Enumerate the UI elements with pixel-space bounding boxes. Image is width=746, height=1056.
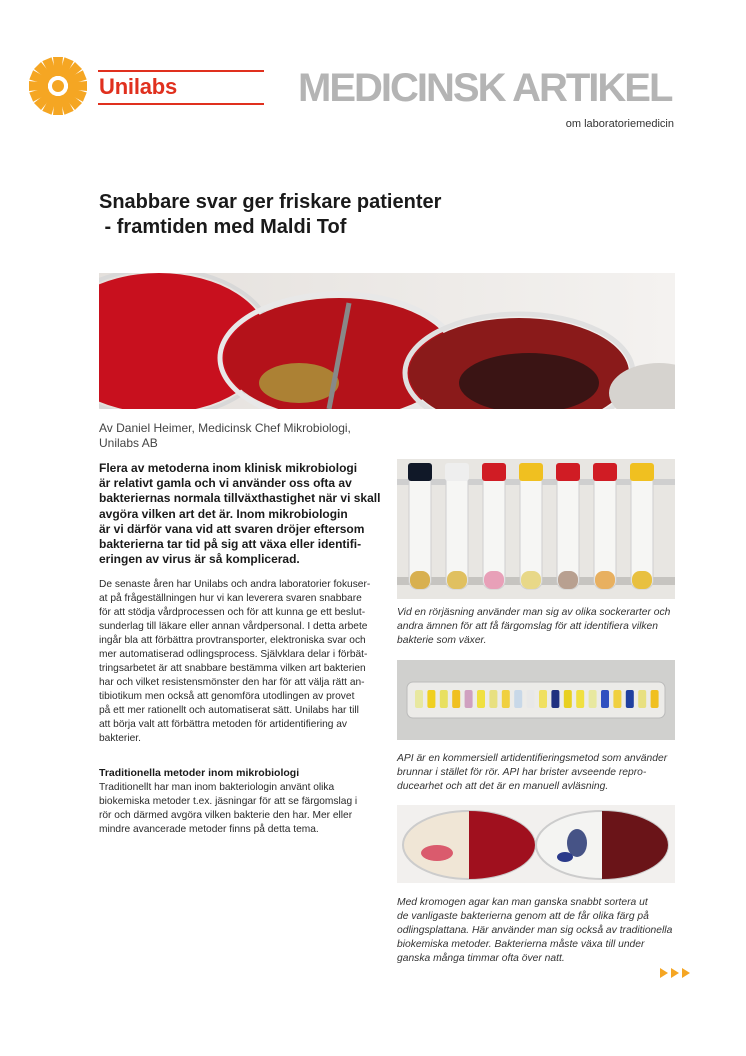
lead-line: bakteriernas normala tillväxthastighet när vi skall bbox=[99, 491, 381, 506]
brand-rule-top bbox=[98, 70, 264, 72]
chromogenic-agar-photo bbox=[397, 805, 675, 883]
headline-line: - framtiden med Maldi Tof bbox=[99, 216, 347, 238]
article-lead bbox=[99, 461, 384, 567]
body-line: mer automatiserad odlingsprocess. Självklara delar i förbät- bbox=[99, 649, 368, 660]
body-line: tringsarbetet är att snabbare bestämma vilken art bakterien bbox=[99, 663, 366, 674]
lead-line: är vi därför vana vid att svaren dröjer eftersom bbox=[99, 521, 365, 536]
arrow-right-icon bbox=[660, 968, 668, 978]
caption-line: andra ämnen för att få färgomslag för att identifiera vilken bbox=[397, 621, 658, 632]
caption-line: Vid en rörjäsning använder man sig av olika sockerarter och bbox=[397, 607, 671, 618]
body-line: Traditionellt har man inom bakteriologin använt olika bbox=[99, 782, 335, 793]
caption-line: API är en kommersiell artidentifieringsmetod som använder bbox=[397, 753, 668, 764]
lead-line: är relativt gamla och vi använder oss ofta av bbox=[99, 476, 352, 491]
caption-line: de vanligaste bakterierna genom att de får olika färg på bbox=[397, 911, 649, 922]
body-line: att börja valt att förbättra metoden för artidentifiering av bbox=[99, 719, 348, 730]
headline-line: Snabbare svar ger friskare patienter bbox=[99, 191, 442, 213]
masthead-title: MEDICINSK ARTIKEL bbox=[298, 66, 672, 110]
body-line: ingår bla att förbättra provtransporter, elektroniska svar och bbox=[99, 635, 366, 646]
continue-arrows-icon[interactable] bbox=[660, 968, 690, 978]
lead-line: Flera av metoderna inom klinisk mikrobiologi bbox=[99, 461, 358, 475]
body-line: bakterier. bbox=[99, 733, 141, 744]
article-body-section bbox=[99, 781, 384, 837]
lead-line: bakterierna tar tid på sig att växa eller identifi- bbox=[99, 537, 362, 552]
api-strip-photo bbox=[397, 660, 675, 740]
body-line: sunderlag till läkare eller annan vårdpersonal. I detta arbete bbox=[99, 621, 368, 632]
fermentation-tubes-photo bbox=[397, 459, 675, 599]
body-line: på ett mer rationellt och automatiserat sätt. Unilabs har till bbox=[99, 705, 359, 716]
caption-line: brunnar i stället för rör. API har brister avseende repro- bbox=[397, 767, 647, 778]
byline-line: Av Daniel Heimer, Medicinsk Chef Mikrobiologi, bbox=[99, 421, 351, 435]
article-headline bbox=[99, 190, 559, 240]
arrow-right-icon bbox=[682, 968, 690, 978]
unilabs-sun-logo-icon bbox=[26, 54, 90, 118]
caption-tubes bbox=[397, 606, 677, 648]
masthead-subtitle: om laboratoriemedicin bbox=[565, 118, 674, 130]
hero-petri-dishes-image bbox=[99, 273, 675, 409]
body-line: för att stödja vårdprocessen och för att kunna ge ett beslut- bbox=[99, 607, 366, 618]
caption-agar bbox=[397, 896, 677, 966]
lead-line: avgöra vilken art det är. Inom mikrobiologin bbox=[99, 506, 348, 521]
body-line: mindre avancerade metoder finns på detta tema. bbox=[99, 824, 319, 835]
body-line: rör och därmed avgöra vilken bakterie den har. Mer eller bbox=[99, 810, 353, 821]
arrow-right-icon bbox=[671, 968, 679, 978]
caption-line: ducearhet och att det är en manuell avläsning. bbox=[397, 781, 609, 792]
body-line: at på frågeställningen hur vi kan leverera svaren snabbare bbox=[99, 593, 362, 604]
caption-api bbox=[397, 752, 677, 794]
article-body bbox=[99, 578, 384, 746]
caption-line: biokemiska metoder. Bakterierna måste växa till under bbox=[397, 939, 645, 950]
brand-name: Unilabs bbox=[99, 74, 178, 99]
lead-line: eringen av virus är så komplicerad. bbox=[99, 552, 300, 567]
brand-rule-bottom bbox=[98, 103, 264, 105]
caption-line: odlingsplattana. Här använder man sig också av traditionella bbox=[397, 925, 673, 936]
body-line: De senaste åren har Unilabs och andra laboratorier fokuser- bbox=[99, 579, 371, 590]
caption-line: bakterie som växer. bbox=[397, 635, 487, 646]
caption-line: ganska många timmar ofta över natt. bbox=[397, 953, 565, 964]
body-line: biokemiska metoder t.ex. jäsningar för att se färgomslag i bbox=[99, 796, 358, 807]
caption-line: Med kromogen agar kan man ganska snabbt sortera ut bbox=[397, 897, 648, 908]
section-subheading: Traditionella metoder inom mikrobiologi bbox=[99, 767, 300, 779]
byline-line: Unilabs AB bbox=[99, 436, 158, 450]
body-line: har och vilket resistensmönster den har för att välja rätt an- bbox=[99, 677, 365, 688]
article-byline bbox=[99, 421, 389, 451]
body-line: tibiotikum men också att genomföra utodlingen av provet bbox=[99, 691, 355, 702]
